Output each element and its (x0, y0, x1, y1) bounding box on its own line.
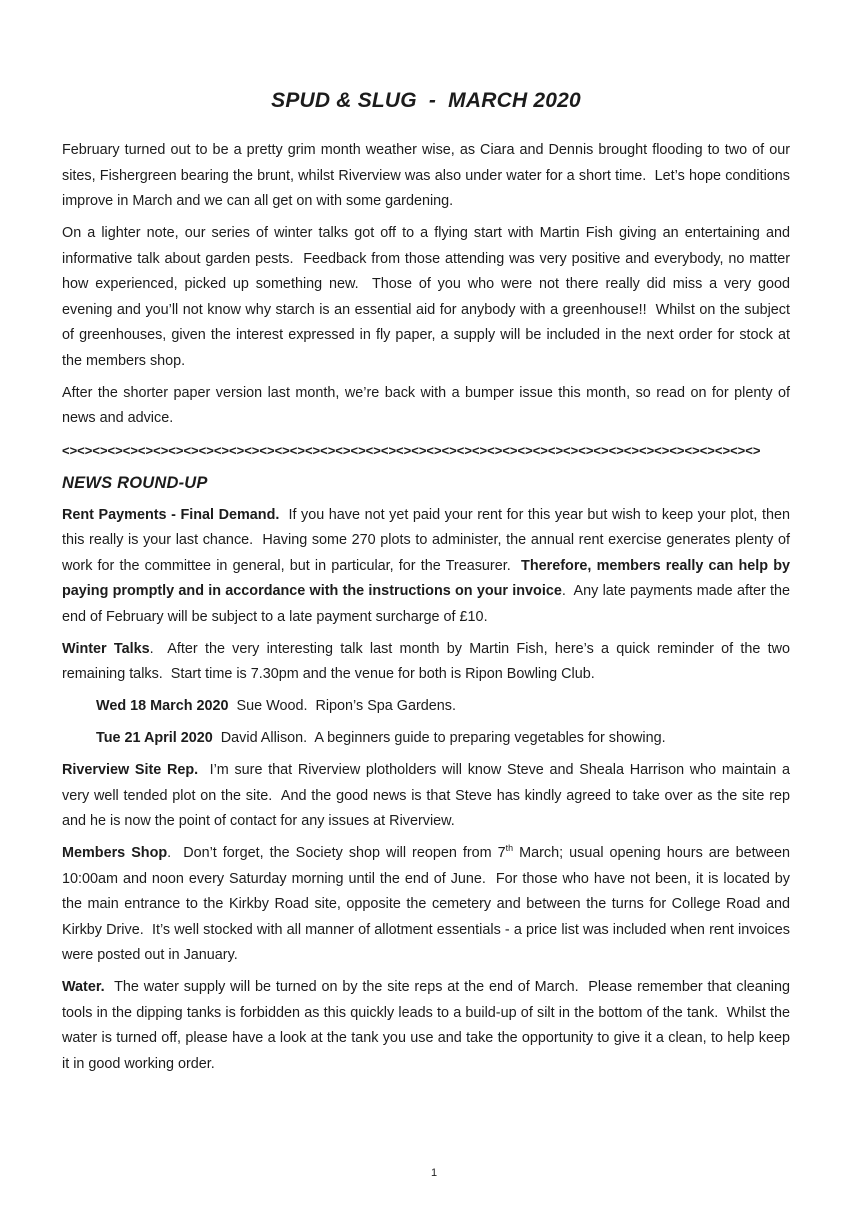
members-shop-text-2: March; usual opening hours are between 10:00am and noon every Saturday morning until the end of June. For those who have not been, it is located by the main entrance to the Kirkby Road site, opposite the cemetery and between the turns for College Road and Kirkby Drive. It’s well stocked with all manner of allotment essentials - a price list was included when rent invoices were posted out in January. (62, 845, 794, 963)
talk-item (96, 694, 790, 720)
ordinal-superscript: th (505, 843, 514, 854)
winter-talks-heading: Winter Talks (62, 640, 150, 657)
winter-talks-text: . After the very interesting talk last month by Martin Fish, here’s a quick reminder of the two remaining talks. Start time is 7.30pm and the venue for both is Ripon Bowling Club. (62, 640, 795, 682)
page-title: SPUD & SLUG - MARCH 2020 (271, 89, 581, 112)
section-heading-news-round-up: NEWS ROUND-UP (62, 474, 208, 492)
paragraph-rent-payments (62, 503, 794, 631)
rent-payments-text-2: . Any late payments made after the end of February will be subject to a late payment surcharge of £10. (62, 583, 794, 625)
water-text: The water supply will be turned on by the site reps at the end of March. Please remember that cleaning tools in the dipping tanks is forbidden as this quickly leads to a build-up of silt in the bottom of the tank. Whilst the water is turned off, please have a look at the tank you use and take the opportunity to give it a clean, to help keep it in good working order. (62, 979, 794, 1072)
talk-detail: David Allison. A beginners guide to preparing vegetables for showing. (212, 730, 666, 746)
paragraph-bumper-issue: After the shorter paper version last month, we’re back with a bumper issue this month, so read on for plenty of news and advice. (62, 384, 794, 426)
rent-payments-text-1: If you have not yet paid your rent for this year but wish to keep your plot, then this really is your last chance. Having some 270 plots to administer, the annual rent exercise generates plenty of work for the committee in general, but in particular, for the Treasurer. (62, 506, 794, 574)
talk-date: Tue 21 April 2020 (96, 730, 213, 746)
talk-detail: Sue Wood. Ripon’s Spa Gardens. (228, 698, 456, 714)
water-heading: Water. (62, 979, 105, 995)
page-number: 1 (430, 1167, 438, 1179)
section-divider: <><><><><><><><><><><><><><><><><><><><><><><><><><><><><><><><><><><><><><><><><><><><><><> (62, 443, 761, 458)
members-shop-text-1: . Don’t forget, the Society shop will reopen from 7 (167, 845, 506, 861)
rent-payments-emphasis: Therefore, members really can help by paying promptly and in accordance with the instructions on your invoice (62, 557, 794, 599)
members-shop-heading: Members Shop (62, 845, 168, 861)
paragraph-water (62, 975, 794, 1077)
paragraph-members-shop (62, 841, 794, 969)
riverview-site-rep-text: I’m sure that Riverview plotholders will know Steve and Sheala Harrison who maintain a very well tended plot on the site. And the good news is that Steve has kindly agreed to take over as the site rep and he is now the point of contact for any issues at Riverview. (62, 762, 794, 829)
paragraph-winter-talks (62, 637, 795, 688)
talk-item (96, 726, 790, 752)
talk-date: Wed 18 March 2020 (96, 698, 229, 714)
paragraph-winter-talks-recap: On a lighter note, our series of winter talks got off to a flying start with Martin Fish giving an entertaining and informative talk about garden pests. Feedback from those attending was very positive and everybody, no matter how experienced, picked up something new. Those of you who were not there really did miss a very good evening and you’ll not know why starch is an essential aid for anybody with a greenhouse!! Whilst on the subject of greenhouses, given the interest expressed in fly paper, a supply will be included in the next order for stock at the members shop. (62, 225, 794, 369)
riverview-site-rep-heading: Riverview Site Rep. (62, 762, 199, 778)
rent-payments-heading: Rent Payments - Final Demand. (62, 506, 280, 523)
paragraph-riverview-site-rep (62, 758, 794, 835)
paragraph-weather-intro: February turned out to be a pretty grim month weather wise, as Ciara and Dennis brought flooding to two of our sites, Fishergreen bearing the brunt, whilst Riverview was also under water for a short time. Let’s hope conditions improve in March and we can all get on with some gardening. (62, 142, 794, 209)
